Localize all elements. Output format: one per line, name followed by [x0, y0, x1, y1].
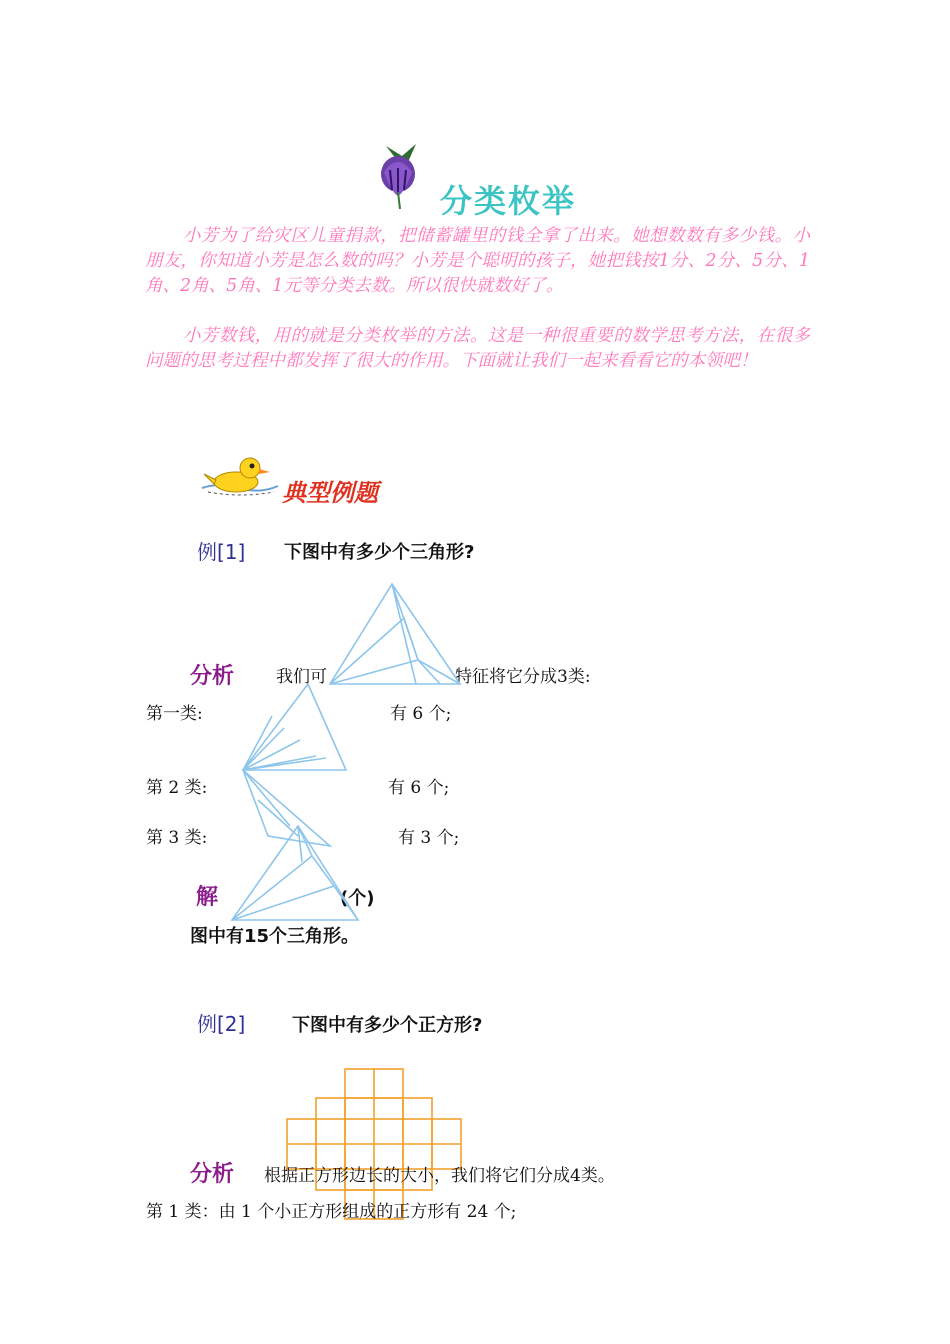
example2-class1-text: 第 1 类：由 1 个小正方形组成的正方形有 24 个; — [146, 1202, 517, 1222]
example1-analysis-end: 特征将它分成3类: — [455, 667, 591, 687]
example1-conclusion: 图中有15个三角形。 — [190, 926, 360, 947]
example1-analysis-start: 我们可 — [276, 667, 327, 687]
example1-class3-label: 第 3 类: — [146, 828, 208, 848]
example2-question: 下图中有多少个正方形? — [292, 1015, 483, 1036]
example1-answer-tag: 解 — [196, 885, 219, 910]
example1-class2-count: 有 6 个; — [388, 778, 450, 798]
section-title: 典型例题 — [282, 479, 378, 507]
example1-class3-count: 有 3 个; — [398, 828, 460, 848]
example2-label: 例[2] — [197, 1012, 246, 1036]
triangle-class1-figure — [243, 684, 346, 770]
example1-label: 例[1] — [197, 540, 246, 564]
example1-analysis-tag: 分析 — [190, 664, 235, 689]
example1-class2-label: 第 2 类: — [146, 778, 208, 798]
example1-class1-count: 有 6 个; — [390, 704, 452, 724]
intro-paragraph-1: 小芳为了给灾区儿童捐款，把储蓄罐里的钱全拿了出来。她想数数有多少钱。小朋友，你知道小芳是怎么数的吗？小芳是个聪明的孩子，她把钱按1分、2分、5分、1角、2角、5角、1元等分类去数。所以很快就数好了。 — [145, 226, 810, 296]
example2-analysis-tag: 分析 — [190, 1162, 235, 1187]
page-title: 分类枚举 — [440, 182, 577, 220]
intro-paragraph-2: 小芳数钱，用的就是分类枚举的方法。这是一种很重要的数学思考方法，在很多问题的思考过程中都发挥了很大的作用。下面就让我们一起来看看它的本领吧！ — [145, 326, 810, 371]
example1-answer-unit: (个) — [340, 888, 375, 909]
example1-question: 下图中有多少个三角形? — [284, 542, 475, 563]
example2-analysis-text: 根据正方形边长的大小，我们将它们分成4类。 — [264, 1166, 615, 1186]
triangle-class2-figure — [243, 770, 330, 846]
example1-class1-label: 第一类: — [146, 704, 203, 724]
